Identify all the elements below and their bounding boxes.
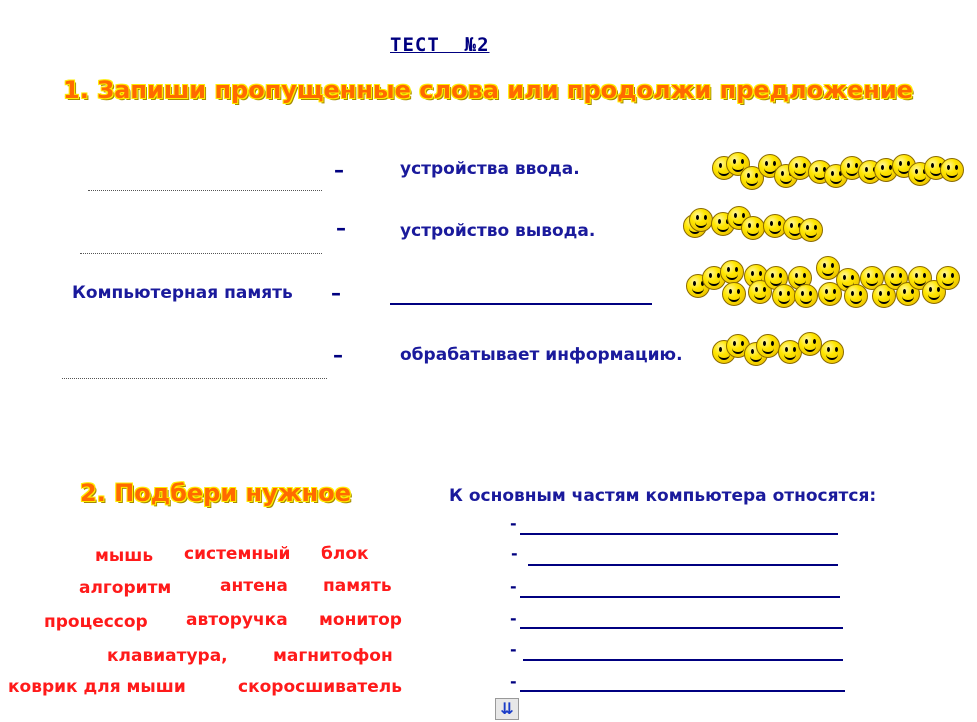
word-processor[interactable]: процессор <box>44 612 148 632</box>
smiley-face-icon <box>720 260 744 284</box>
smiley-cluster-2 <box>683 206 825 246</box>
smiley-face-icon <box>794 284 818 308</box>
row4-text: обрабатывает информацию. <box>400 345 683 365</box>
word-antenna[interactable]: антена <box>220 576 288 596</box>
smiley-face-icon <box>936 266 960 290</box>
smiley-face-icon <box>722 282 746 306</box>
test-title: ТЕСТ №2 <box>390 34 490 56</box>
answer-line-3[interactable] <box>520 596 840 598</box>
answer-line-5[interactable] <box>523 659 843 661</box>
word-algorithm[interactable]: алгоритм <box>79 578 172 598</box>
smiley-face-icon <box>820 340 844 364</box>
answer-dash-6: - <box>510 672 517 691</box>
row3-prefix: Компьютерная память <box>72 283 293 303</box>
word-memory[interactable]: память <box>323 576 392 596</box>
word-mousepad[interactable]: коврик для мыши <box>8 677 186 697</box>
smiley-cluster-1 <box>712 152 964 194</box>
word-stapler[interactable]: скоросшиватель <box>238 677 402 697</box>
word-system[interactable]: системный <box>184 544 291 564</box>
smiley-face-icon <box>756 334 780 358</box>
answer-dash-2: - <box>511 544 518 563</box>
row3-dash: – <box>331 281 341 305</box>
answer-prompt: К основным частям компьютера относятся: <box>449 486 877 506</box>
answer-dash-4: - <box>510 609 517 628</box>
blank-line-2[interactable] <box>80 253 322 254</box>
answer-dash-3: - <box>510 577 517 596</box>
row1-text: устройства ввода. <box>400 159 580 179</box>
row2-dash: – <box>336 216 346 240</box>
answer-line-6[interactable] <box>520 690 845 692</box>
word-block[interactable]: блок <box>321 544 369 564</box>
smiley-face-icon <box>940 158 964 182</box>
word-mouse[interactable]: мышь <box>95 546 154 566</box>
section2-heading: 2. Подбери нужное <box>80 479 351 507</box>
word-keyboard[interactable]: клавиатура, <box>107 646 228 666</box>
smiley-cluster-3 <box>686 256 964 310</box>
smiley-face-icon <box>689 208 713 232</box>
answer-line-4[interactable] <box>520 627 843 629</box>
row4-dash: – <box>333 343 343 367</box>
word-monitor[interactable]: монитор <box>319 610 402 630</box>
blank-line-1[interactable] <box>88 190 322 191</box>
word-pen[interactable]: авторучка <box>186 610 288 630</box>
double-down-arrow-icon[interactable]: ⇊ <box>495 698 519 720</box>
answer-line-1[interactable] <box>520 533 838 535</box>
word-tape-recorder[interactable]: магнитофон <box>273 646 393 666</box>
smiley-face-icon <box>798 332 822 356</box>
answer-dash-1: - <box>510 514 517 533</box>
answer-line-2[interactable] <box>528 564 838 566</box>
answer-dash-5: - <box>510 640 517 659</box>
row1-dash: – <box>334 158 344 182</box>
smiley-face-icon <box>741 216 765 240</box>
section1-heading: 1. Запиши пропущенные слова или продолжи предложение <box>63 76 913 104</box>
smiley-cluster-4 <box>712 330 852 372</box>
blank-line-3[interactable] <box>390 303 652 305</box>
row2-text: устройство вывода. <box>400 221 596 241</box>
smiley-face-icon <box>799 218 823 242</box>
blank-line-4[interactable] <box>62 378 327 379</box>
